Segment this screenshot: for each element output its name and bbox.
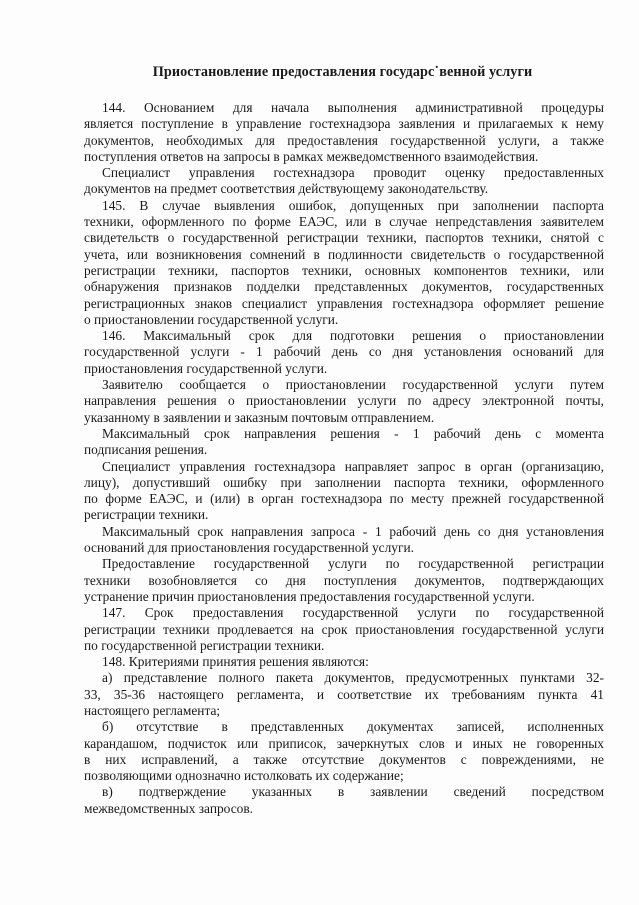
paragraph-p146 xyxy=(84,328,604,377)
paragraph-p148b xyxy=(84,719,604,784)
text-line: документов, необходимых для предоставления государственной услуги, а также xyxy=(84,132,604,148)
text-line: по форме ЕАЭС, и (или) в орган гостехнадзора по месту прежней государственной xyxy=(84,491,604,507)
text-line: подписания решения. xyxy=(84,442,208,458)
text-line: оснований для приостановления государственной услуги. xyxy=(84,540,415,556)
text-line: является поступление в управление гостехнадзора заявления и прилагаемых к нему xyxy=(84,116,604,132)
text-line: Максимальный срок направления запроса - 1 рабочий день со дня установления xyxy=(102,523,604,539)
text-line: а) представление полного пакета документов, предусмотренных пунктами 32- xyxy=(102,670,604,686)
text-line: Максимальный срок направления решения - 1 рабочий день с момента xyxy=(102,425,604,441)
text-line: 148. Критериями принятия решения являются: xyxy=(102,654,369,670)
paragraph-p146b xyxy=(84,377,604,426)
text-line: о приостановлении государственной услуги. xyxy=(84,311,339,327)
text-line: 147. Срок предоставления государственной услуги по государственной xyxy=(102,605,604,621)
paragraph-p148 xyxy=(84,654,604,670)
text-line: регистрации техники. xyxy=(84,507,209,523)
paragraph-p144 xyxy=(84,100,604,165)
text-line: устранение причин приостановления предоставления государственной услуги. xyxy=(84,588,535,604)
text-line: обнаружения признаков подделки представленных документов, государственных xyxy=(84,279,604,295)
paragraph-p146d xyxy=(84,459,604,524)
paragraph-p146f xyxy=(84,556,604,605)
paragraph-p145 xyxy=(84,198,604,328)
text-line: регистрации техники продлевается на срок приостановления государственной услуги xyxy=(84,621,604,637)
text-line: документов на предмет соответствия действующему законодательству. xyxy=(84,181,489,197)
paragraph-p146e xyxy=(84,524,604,557)
document-body xyxy=(84,100,604,817)
text-line: б) отсутствие в представленных документах записей, исполненных xyxy=(102,719,604,735)
text-line: государственной услуги - 1 рабочий день со дня установления оснований для xyxy=(84,344,604,360)
text-line: 33, 35-36 настоящего регламента, и соответствие их требованиям пункта 41 xyxy=(84,686,604,702)
document-title: Приостановление предоставления государс˙венной услуги xyxy=(152,64,533,80)
text-line: свидетельств о государственной регистрации техники, паспортов техники, снятой с xyxy=(84,230,604,246)
text-line: межведомственных запросов. xyxy=(84,800,254,816)
paragraph-p148a xyxy=(84,670,604,719)
paragraph-p148c xyxy=(84,784,604,817)
text-line: 146. Максимальный срок для подготовки решения о приостановлении xyxy=(102,328,604,344)
text-line: Предоставление государственной услуги по государственной регистрации xyxy=(102,556,604,572)
text-line: 144. Основанием для начала выполнения административной процедуры xyxy=(102,100,604,115)
text-line: регистрации техники, паспортов техники, основных компонентов техники, или xyxy=(84,262,604,278)
text-line: указанному в заявлении и заказным почтовым отправлением. xyxy=(84,409,435,425)
text-line: карандашом, подчисток или приписок, зачеркнутых слов и иных не говоренных xyxy=(84,735,604,751)
text-line: учета, или возникновения сомнений в подлинности свидетельств о государственной xyxy=(84,246,604,262)
paragraph-p144b xyxy=(84,165,604,198)
text-line: техники возобновляется со дня поступления документов, подтверждающих xyxy=(84,572,604,588)
text-line: в них исправлений, а также отсутствие документов с повреждениями, не xyxy=(84,751,604,767)
text-line: регистрационных знаков специалист управления гостехнадзора оформляет решение xyxy=(84,295,604,311)
text-line: в) подтверждение указанных в заявлении сведений посредством xyxy=(102,784,604,800)
text-line: 145. В случае выявления ошибок, допущенных при заполнении паспорта xyxy=(102,197,604,213)
text-line: направления решения о приостановлении услуги по адресу электронной почты, xyxy=(84,393,604,409)
text-line: Специалист управления гостехнадзора проводит оценку предоставленных xyxy=(102,165,604,181)
text-line: Заявителю сообщается о приостановлении государственной услуги путем xyxy=(102,377,604,393)
text-line: поступления ответов на запросы в рамках межведомственного взаимодействия. xyxy=(84,148,539,164)
text-line: позволяющими однозначно истолковать их содержание; xyxy=(84,768,404,784)
paragraph-p147 xyxy=(84,605,604,654)
text-line: по государственной регистрации техники. xyxy=(84,637,325,653)
paragraph-p146c xyxy=(84,426,604,459)
text-line: Специалист управления гостехнадзора направляет запрос в орган (организацию, xyxy=(102,458,604,474)
text-line: техники, оформленного по форме ЕАЭС, или в случае непредставления заявителем xyxy=(84,214,604,230)
text-line: приостановления государственной услуги. xyxy=(84,360,328,376)
text-line: лицу), допустивший ошибку при заполнении паспорта техники, оформленного xyxy=(84,474,604,490)
text-line: настоящего регламента; xyxy=(84,702,221,718)
